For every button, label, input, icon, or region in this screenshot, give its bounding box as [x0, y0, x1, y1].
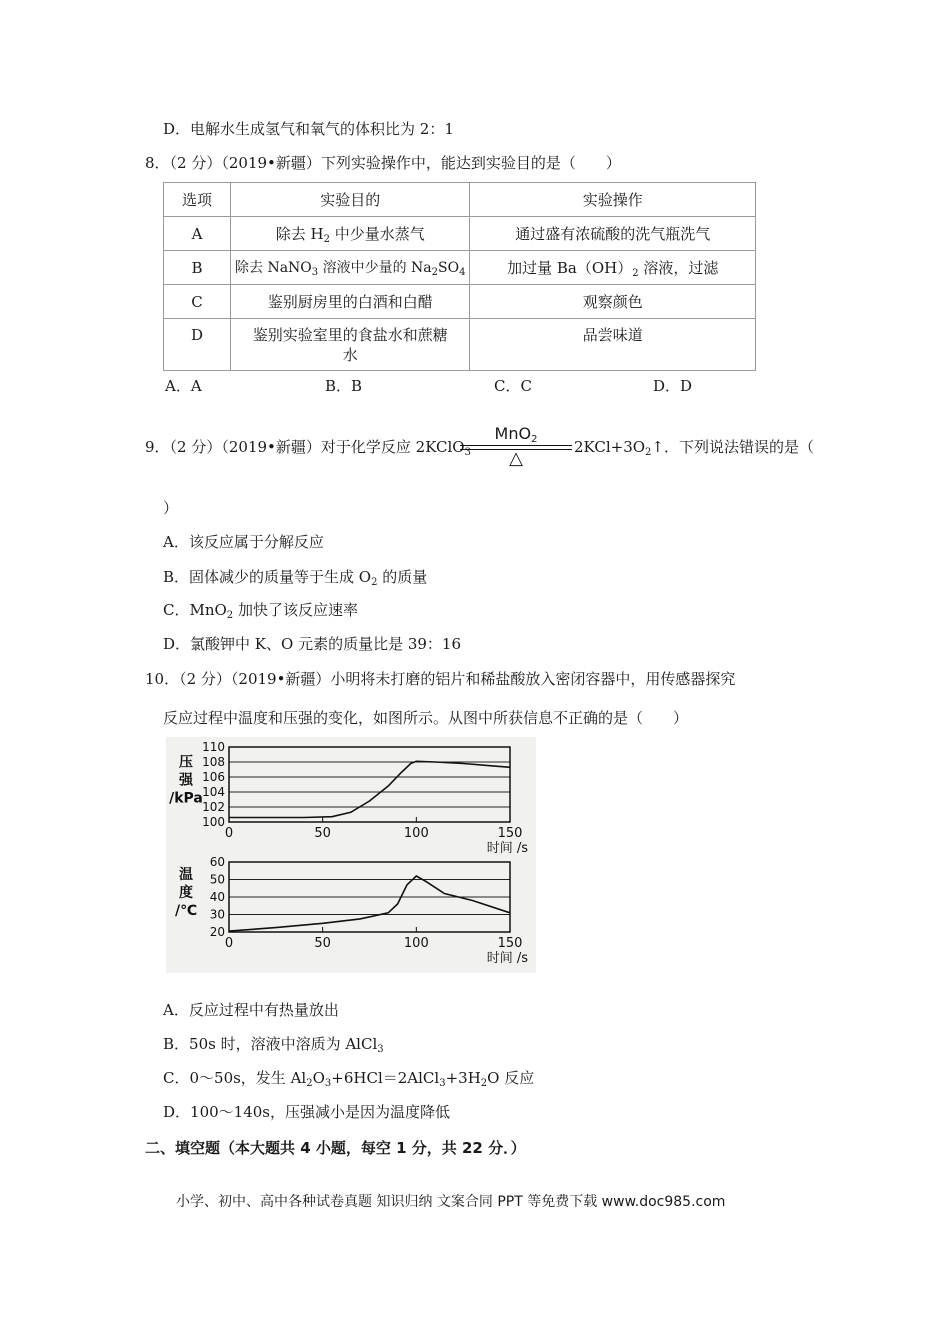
q8-choice-d: D．D	[653, 377, 693, 395]
q9-stem-close: ）	[163, 499, 179, 517]
q10-stem-line2: 反应过程中温度和压强的变化，如图所示。从图中所获信息不正确的是（ ）	[163, 709, 689, 727]
q8-choice-b: B．B	[325, 377, 363, 395]
x-axis-label: 时间 /s	[486, 951, 528, 966]
q10-option-b: B．50s 时，溶液中溶质为 AlCl$_3$	[163, 1035, 384, 1055]
table-row	[164, 319, 756, 371]
y-axis-label: /℃	[174, 903, 198, 919]
header-option: 选项	[164, 183, 231, 217]
y-axis-label: 温	[179, 867, 193, 883]
pressure-temperature-charts	[166, 737, 536, 973]
y-tick-label: 50	[209, 872, 225, 887]
y-tick-label: 40	[209, 890, 225, 904]
row-purpose: 鉴别实验室里的食盐水和蔗糖 水	[231, 319, 470, 371]
x-tick-label: 150	[497, 826, 523, 841]
section-heading: 二、填空题（本大题共 4 小题，每空 1 分，共 22 分．）	[145, 1139, 526, 1157]
y-tick-label: 106	[202, 770, 225, 784]
row-option: C	[164, 285, 231, 319]
y-tick-label: 104	[202, 785, 225, 799]
table-row	[164, 251, 756, 285]
y-tick-label: 110	[202, 740, 225, 754]
q10-option-c: C．0～50s，发生 $Al_2O_3+6HCl=2AlCl_3+3H_2O$ 反应	[163, 1069, 535, 1089]
row-purpose: 除去 NaNO$_3$ 溶液中少量的 $Na_2SO_4$	[231, 251, 470, 285]
q10-option-a: A．反应过程中有热量放出	[163, 1001, 339, 1019]
y-tick-label: 100	[202, 815, 225, 829]
row-purpose: 鉴别厨房里的白酒和白醋	[231, 285, 470, 319]
x-tick-label: 150	[497, 936, 523, 951]
q8-choice-c: C．C	[494, 377, 532, 395]
x-tick-label: 100	[403, 936, 429, 951]
catalyst-label: MnO$_2$	[494, 424, 538, 445]
series-line	[229, 876, 510, 931]
heat-symbol: △	[509, 448, 523, 469]
y-tick-label: 20	[209, 925, 225, 939]
q9-option-a: A．该反应属于分解反应	[163, 533, 324, 551]
row-operation: 通过盛有浓硫酸的洗气瓶洗气	[470, 217, 756, 251]
row-operation: 加过量 $Ba(OH)_2$ 溶液，过滤	[470, 251, 756, 285]
q10-stem-line1: 10．（2 分）（2019•新疆）小明将未打磨的铝片和稀盐酸放入密闭容器中，用传感器探究	[145, 670, 736, 688]
x-tick-label: 100	[403, 826, 429, 841]
y-tick-label: 102	[202, 800, 225, 814]
q9-stem-end: $2KCl+3O_2↑$．下列说法错误的是（	[574, 438, 814, 458]
q8-stem: 8．（2 分）（2019•新疆）下列实验操作中，能达到实验目的是（ ）	[145, 154, 621, 172]
x-tick-label: 0	[224, 936, 234, 951]
x-tick-label: 50	[314, 826, 331, 841]
q8-choice-a: A．A	[165, 377, 202, 395]
row-operation: 品尝味道	[470, 319, 756, 371]
y-axis-label: /kPa	[169, 790, 203, 807]
y-tick-label: 108	[202, 755, 225, 769]
table-header-row	[164, 183, 756, 217]
y-axis-label: 强	[179, 772, 193, 789]
header-operation: 实验操作	[470, 183, 756, 217]
header-purpose: 实验目的	[231, 183, 470, 217]
row-option: B	[164, 251, 231, 285]
y-tick-label: 30	[209, 907, 225, 922]
q9-stem-start: 9．（2 分）（2019•新疆）对于化学反应 2KClO$_3$	[145, 438, 471, 458]
series-line	[229, 761, 510, 817]
q9-option-c: C．MnO$_2$ 加快了该反应速率	[163, 601, 358, 621]
x-tick-label: 0	[224, 826, 234, 841]
q8-options-table	[163, 182, 756, 371]
plot-frame	[229, 747, 510, 822]
row-option: D	[164, 319, 231, 371]
row-operation: 观察颜色	[470, 285, 756, 319]
y-axis-label: 度	[179, 885, 193, 901]
y-axis-label: 压	[179, 754, 193, 771]
reaction-condition	[460, 424, 572, 470]
row-option: A	[164, 217, 231, 251]
q10-option-d: D．100～140s，压强减小是因为温度降低	[163, 1103, 450, 1121]
charts-svg	[166, 737, 536, 973]
table-row	[164, 217, 756, 251]
equals-bar	[460, 445, 572, 446]
x-tick-label: 50	[314, 936, 331, 951]
row-purpose: 除去 $H_2$ 中少量水蒸气	[231, 217, 470, 251]
q9-option-b: B．固体减少的质量等于生成 $O_2$ 的质量	[163, 568, 428, 588]
y-tick-label: 60	[209, 855, 225, 869]
page-footer: 小学、初中、高中各种试卷真题 知识归纳 文案合同 PPT 等免费下载 www.doc985.com	[176, 1194, 726, 1210]
q9-option-d: D．氯酸钾中 K、O 元素的质量比是 39：16	[163, 635, 462, 653]
q7-option-d: D．电解水生成氢气和氧气的体积比为 2：1	[163, 120, 454, 138]
table-row	[164, 285, 756, 319]
x-axis-label: 时间 /s	[486, 841, 528, 856]
